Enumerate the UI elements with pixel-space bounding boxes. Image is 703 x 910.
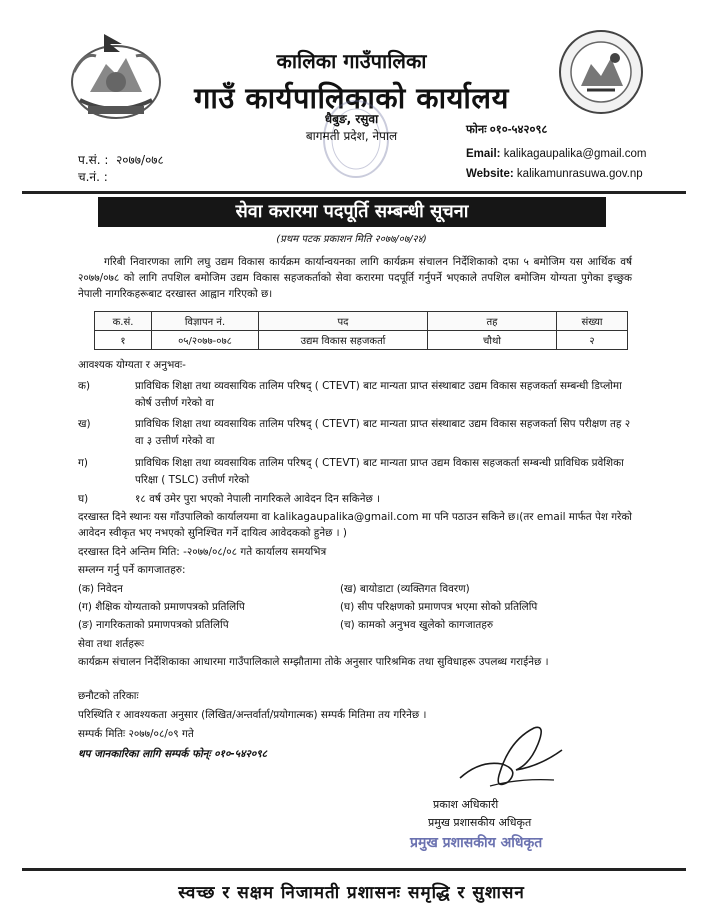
email-link[interactable]: kalikagaupalika@gmail.com bbox=[503, 148, 647, 160]
list-item: (घ) सीप परिक्षणको प्रमाणपत्र भएमा सोको प्रतिलिपि bbox=[340, 601, 538, 613]
col-header-count: संख्या bbox=[557, 312, 628, 331]
contact-date: सम्पर्क मितिः २०७७/०८/०९ गते bbox=[78, 728, 194, 740]
qualification-item: घ) १८ वर्ष उमेर पुरा भएको नेपाली नागरिकले आवेदन दिन सकिनेछ । bbox=[78, 493, 381, 505]
list-item: (क) निवेदन bbox=[78, 583, 123, 595]
cell-post: उद्यम विकास सहजकर्ता bbox=[259, 331, 428, 350]
notice-subtitle: (प्रथम पटक प्रकाशन मिति २०७७/०७/२४) bbox=[276, 234, 427, 245]
col-header-sn: क.सं. bbox=[95, 312, 152, 331]
ref-number: प.सं. : २०७७/०७८ bbox=[78, 153, 164, 167]
documents-heading: सम्लग्न गर्नु पर्ने कागजातहरु: bbox=[78, 564, 186, 576]
footer-divider bbox=[22, 868, 686, 871]
cell-ad-no: ०५/२०७७-०७८ bbox=[152, 331, 259, 350]
notice-title: सेवा करारमा पदपूर्ति सम्बन्धी सूचना bbox=[98, 197, 606, 227]
qualification-item: ख) प्राविधिक शिक्षा तथा व्यवसायिक तालिम परिषद् ( CTEVT) बाट मान्यता प्राप्त संस्थाबाट उद्यम विकास सहजकर्ता सिप परीक्षण तह २ वा ३ उत्तीर्ण गरेको वा bbox=[78, 418, 631, 447]
qualification-item: ग) प्राविधिक शिक्षा तथा व्यवसायिक तालिम परिषद् ( CTEVT) बाट मान्यता प्राप्त उद्यम विकास सहजकर्ता सम्बन्धी प्राविधिक प्रवेशिका परिक्षा ( TSLC) उत्तीर्ण गरेको bbox=[78, 457, 624, 486]
application-place: दरखास्त दिने स्थानः यस गाँउपालिको कार्यालयमा वा kalikagaupalika@gmail.com मा पनि पठाउन सकिने छ।(तर email मार्फत पेश गरेको आवेदन स्वीकृत भए नभएको सुनिश्चित गर्ने दायित्व आवेदकको हुनेछ । ) bbox=[78, 511, 632, 539]
website-line: Website: kalikamunrasuwa.gov.np bbox=[466, 168, 643, 180]
notice-intro: गरिबी निवारणका लागि लघु उद्यम विकास कार्यक्रम कार्यान्वयनका लागि कार्यक्रम संचालन निर्देशिकाको दफा ५ बमोजिम यस आर्थिक वर्ष २०७७/०७८ को लागि तपशिल बमोजिम उद्यम विकास सहजकर्ताको सेवा करारमा पदपूर्ति गर्नुपर्ने भएकाले तपशिल बमोजिम योग्यता पुगेका इच्छुक नेपाली नागरिकहरूबाट दरखास्त आह्वान गरिएको छ। bbox=[78, 256, 632, 300]
col-header-post: पद bbox=[259, 312, 428, 331]
terms-text: कार्यक्रम संचालन निर्देशिकाका आधारमा गाउँपालिकाले सम्झौतामा तोके अनुसार पारिश्रमिक तथा सुविधाहरू उपलब्ध गराईनेछ । bbox=[78, 656, 549, 668]
footer-motto: स्वच्छ र सक्षम निजामती प्रशासनः समृद्धि र सुशासन bbox=[178, 883, 525, 903]
signature-icon bbox=[450, 720, 570, 792]
list-item: (च) कामको अनुभव खुलेको कागजातहरु bbox=[340, 619, 494, 631]
role-stamp: प्रमुख प्रशासकीय अधिकृत bbox=[410, 835, 543, 851]
list-item: (ङ) नागरिकताको प्रमाणपत्रको प्रतिलिपि bbox=[78, 619, 229, 631]
phone-line: फोनः ०१०-५४२०९८ bbox=[466, 124, 548, 136]
documents-list bbox=[78, 582, 632, 636]
col-header-level: तह bbox=[428, 312, 557, 331]
email-line: Email: kalikagaupalika@gmail.com bbox=[466, 148, 647, 160]
list-item: (ख) बायोडाटा (व्यक्तिगत विवरण) bbox=[340, 583, 470, 595]
table-row bbox=[95, 331, 628, 350]
municipality-seal-icon bbox=[557, 28, 645, 116]
more-info: थप जानकारिका लागि सम्पर्क फोन्ः ०१०-५४२०९८ bbox=[78, 748, 268, 760]
qualification-item: क) प्राविधिक शिक्षा तथा व्यवसायिक तालिम परिषद् ( CTEVT) बाट मान्यता प्राप्त संस्थाबाट उद्यम विकास सहजकर्ता सम्बन्धी डिप्लोमा कोर्ष उत्तीर्ण गरेको वा bbox=[78, 380, 622, 409]
qualification-heading: आवश्यक योग्यता र अनुभवः- bbox=[78, 359, 186, 371]
selection-heading: छनौटको तरिकाः bbox=[78, 690, 139, 702]
org-name: कालिका गाउँपालिका bbox=[276, 49, 427, 73]
signer-name: प्रकाश अधिकारी bbox=[433, 798, 499, 811]
address-line-1: धैबुङ, रसुवा bbox=[324, 112, 379, 126]
dispatch-number: च.नं. : bbox=[78, 170, 108, 184]
website-link[interactable]: kalikamunrasuwa.gov.np bbox=[516, 168, 643, 180]
header-divider bbox=[22, 191, 686, 194]
application-deadline: दरखास्त दिने अन्तिम मिति: -२०७७/०८/०८ गते कार्यालय समयभित्र bbox=[78, 546, 327, 558]
list-item: (ग) शैक्षिक योग्यताको प्रमाणपत्रको प्रतिलिपि bbox=[78, 601, 245, 613]
terms-heading: सेवा तथा शर्तहरूः bbox=[78, 638, 145, 650]
selection-text: परिस्थिति र आवश्यकता अनुसार (लिखित/अन्तर्वार्ता/प्रयोगात्मक) सम्पर्क मितिमा तय गरिनेछ । bbox=[78, 709, 427, 721]
address-line-2: बागमती प्रदेश, नेपाल bbox=[305, 129, 398, 143]
cell-count: २ bbox=[557, 331, 628, 350]
cell-sn: १ bbox=[95, 331, 152, 350]
cell-level: चौथो bbox=[428, 331, 557, 350]
table-header-row bbox=[95, 312, 628, 331]
vacancy-table bbox=[94, 311, 628, 350]
col-header-ad-no: विज्ञापन नं. bbox=[152, 312, 259, 331]
office-name: गाउँ कार्यपालिकाको कार्यालय bbox=[194, 81, 509, 115]
signer-role: प्रमुख प्रशासकीय अधिकृत bbox=[428, 816, 532, 829]
